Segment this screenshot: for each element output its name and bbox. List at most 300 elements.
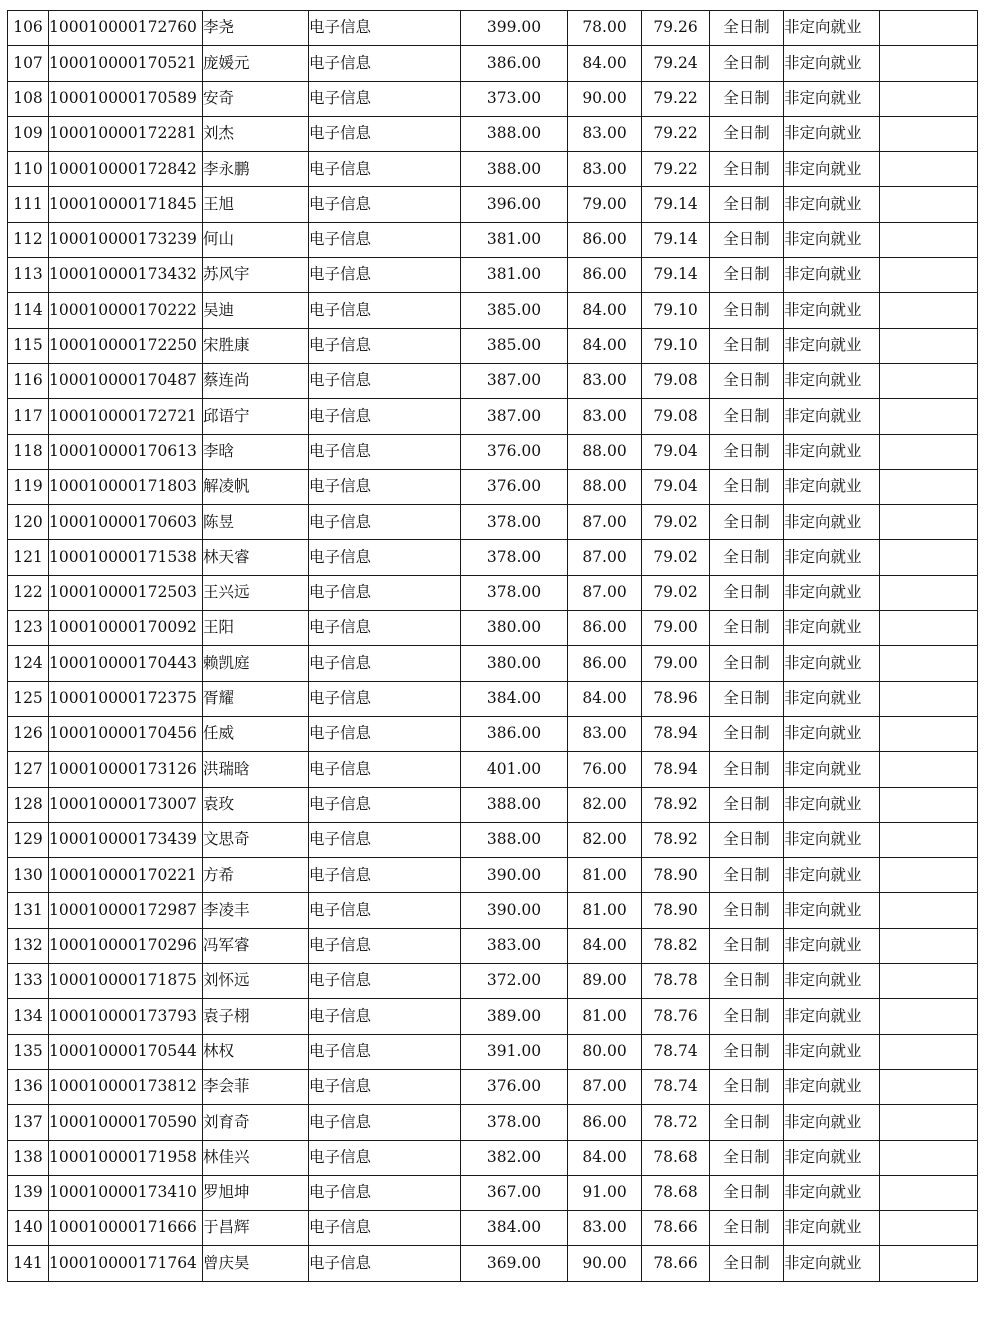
row-number-cell: 106 bbox=[8, 11, 49, 46]
enrollment-type-cell: 非定向就业 bbox=[784, 893, 880, 928]
remark-cell bbox=[880, 469, 978, 504]
total-score-cell: 79.04 bbox=[642, 434, 710, 469]
candidate-name-cell: 解凌帆 bbox=[203, 469, 309, 504]
major-cell: 电子信息 bbox=[309, 716, 461, 751]
major-cell: 电子信息 bbox=[309, 752, 461, 787]
study-mode-cell: 全日制 bbox=[710, 363, 784, 398]
study-mode-cell: 全日制 bbox=[710, 964, 784, 999]
candidate-id-cell: 100010000170222 bbox=[49, 293, 203, 328]
candidate-name-cell: 庞媛元 bbox=[203, 46, 309, 81]
study-mode-cell: 全日制 bbox=[710, 646, 784, 681]
remark-cell bbox=[880, 328, 978, 363]
major-cell: 电子信息 bbox=[309, 222, 461, 257]
candidate-name-cell: 李尧 bbox=[203, 11, 309, 46]
initial-exam-score-cell: 385.00 bbox=[461, 328, 568, 363]
interview-score-cell: 91.00 bbox=[568, 1175, 642, 1210]
study-mode-cell: 全日制 bbox=[710, 928, 784, 963]
major-cell: 电子信息 bbox=[309, 258, 461, 293]
interview-score-cell: 80.00 bbox=[568, 1034, 642, 1069]
enrollment-type-cell: 非定向就业 bbox=[784, 1175, 880, 1210]
table-row bbox=[8, 646, 978, 681]
row-number-cell: 122 bbox=[8, 575, 49, 610]
candidate-name-cell: 任威 bbox=[203, 716, 309, 751]
interview-score-cell: 76.00 bbox=[568, 752, 642, 787]
table-row bbox=[8, 540, 978, 575]
study-mode-cell: 全日制 bbox=[710, 11, 784, 46]
remark-cell bbox=[880, 1140, 978, 1175]
enrollment-type-cell: 非定向就业 bbox=[784, 681, 880, 716]
interview-score-cell: 88.00 bbox=[568, 434, 642, 469]
remark-cell bbox=[880, 822, 978, 857]
row-number-cell: 137 bbox=[8, 1105, 49, 1140]
major-cell: 电子信息 bbox=[309, 611, 461, 646]
candidate-id-cell: 100010000173432 bbox=[49, 258, 203, 293]
row-number-cell: 110 bbox=[8, 152, 49, 187]
interview-score-cell: 82.00 bbox=[568, 787, 642, 822]
candidate-id-cell: 100010000173812 bbox=[49, 1069, 203, 1104]
major-cell: 电子信息 bbox=[309, 399, 461, 434]
remark-cell bbox=[880, 434, 978, 469]
interview-score-cell: 84.00 bbox=[568, 46, 642, 81]
total-score-cell: 79.08 bbox=[642, 363, 710, 398]
candidate-id-cell: 100010000171845 bbox=[49, 187, 203, 222]
interview-score-cell: 90.00 bbox=[568, 81, 642, 116]
table-row bbox=[8, 81, 978, 116]
interview-score-cell: 83.00 bbox=[568, 152, 642, 187]
initial-exam-score-cell: 380.00 bbox=[461, 611, 568, 646]
candidate-id-cell: 100010000170589 bbox=[49, 81, 203, 116]
total-score-cell: 79.02 bbox=[642, 575, 710, 610]
table-row bbox=[8, 611, 978, 646]
candidate-name-cell: 林佳兴 bbox=[203, 1140, 309, 1175]
total-score-cell: 79.08 bbox=[642, 399, 710, 434]
remark-cell bbox=[880, 540, 978, 575]
table-row bbox=[8, 258, 978, 293]
remark-cell bbox=[880, 858, 978, 893]
row-number-cell: 136 bbox=[8, 1069, 49, 1104]
study-mode-cell: 全日制 bbox=[710, 540, 784, 575]
major-cell: 电子信息 bbox=[309, 293, 461, 328]
enrollment-type-cell: 非定向就业 bbox=[784, 11, 880, 46]
remark-cell bbox=[880, 1105, 978, 1140]
candidate-name-cell: 何山 bbox=[203, 222, 309, 257]
interview-score-cell: 84.00 bbox=[568, 1140, 642, 1175]
interview-score-cell: 86.00 bbox=[568, 611, 642, 646]
candidate-id-cell: 100010000172760 bbox=[49, 11, 203, 46]
total-score-cell: 78.72 bbox=[642, 1105, 710, 1140]
remark-cell bbox=[880, 1034, 978, 1069]
initial-exam-score-cell: 390.00 bbox=[461, 858, 568, 893]
total-score-cell: 79.10 bbox=[642, 293, 710, 328]
major-cell: 电子信息 bbox=[309, 787, 461, 822]
candidate-name-cell: 王旭 bbox=[203, 187, 309, 222]
interview-score-cell: 83.00 bbox=[568, 1211, 642, 1246]
table-row bbox=[8, 434, 978, 469]
enrollment-type-cell: 非定向就业 bbox=[784, 928, 880, 963]
major-cell: 电子信息 bbox=[309, 999, 461, 1034]
table-row bbox=[8, 328, 978, 363]
enrollment-type-cell: 非定向就业 bbox=[784, 1246, 880, 1281]
row-number-cell: 128 bbox=[8, 787, 49, 822]
row-number-cell: 113 bbox=[8, 258, 49, 293]
candidate-name-cell: 曾庆昊 bbox=[203, 1246, 309, 1281]
study-mode-cell: 全日制 bbox=[710, 611, 784, 646]
table-row bbox=[8, 116, 978, 151]
remark-cell bbox=[880, 116, 978, 151]
total-score-cell: 78.92 bbox=[642, 822, 710, 857]
study-mode-cell: 全日制 bbox=[710, 1175, 784, 1210]
table-row bbox=[8, 1175, 978, 1210]
total-score-cell: 79.02 bbox=[642, 505, 710, 540]
table-row bbox=[8, 893, 978, 928]
enrollment-type-cell: 非定向就业 bbox=[784, 575, 880, 610]
candidate-id-cell: 100010000170221 bbox=[49, 858, 203, 893]
initial-exam-score-cell: 388.00 bbox=[461, 152, 568, 187]
total-score-cell: 79.22 bbox=[642, 116, 710, 151]
table-row bbox=[8, 1034, 978, 1069]
table-row bbox=[8, 363, 978, 398]
candidate-name-cell: 胥耀 bbox=[203, 681, 309, 716]
remark-cell bbox=[880, 1211, 978, 1246]
initial-exam-score-cell: 381.00 bbox=[461, 258, 568, 293]
total-score-cell: 78.68 bbox=[642, 1175, 710, 1210]
interview-score-cell: 87.00 bbox=[568, 575, 642, 610]
remark-cell bbox=[880, 964, 978, 999]
initial-exam-score-cell: 369.00 bbox=[461, 1246, 568, 1281]
initial-exam-score-cell: 391.00 bbox=[461, 1034, 568, 1069]
candidate-id-cell: 100010000170487 bbox=[49, 363, 203, 398]
row-number-cell: 139 bbox=[8, 1175, 49, 1210]
table-body bbox=[8, 11, 978, 1282]
table-row bbox=[8, 999, 978, 1034]
initial-exam-score-cell: 376.00 bbox=[461, 434, 568, 469]
study-mode-cell: 全日制 bbox=[710, 81, 784, 116]
total-score-cell: 79.00 bbox=[642, 646, 710, 681]
initial-exam-score-cell: 396.00 bbox=[461, 187, 568, 222]
table-row bbox=[8, 858, 978, 893]
interview-score-cell: 81.00 bbox=[568, 893, 642, 928]
candidate-id-cell: 100010000170521 bbox=[49, 46, 203, 81]
total-score-cell: 78.74 bbox=[642, 1034, 710, 1069]
major-cell: 电子信息 bbox=[309, 11, 461, 46]
study-mode-cell: 全日制 bbox=[710, 505, 784, 540]
enrollment-type-cell: 非定向就业 bbox=[784, 1140, 880, 1175]
enrollment-type-cell: 非定向就业 bbox=[784, 116, 880, 151]
table-row bbox=[8, 1211, 978, 1246]
interview-score-cell: 88.00 bbox=[568, 469, 642, 504]
study-mode-cell: 全日制 bbox=[710, 293, 784, 328]
total-score-cell: 79.04 bbox=[642, 469, 710, 504]
enrollment-type-cell: 非定向就业 bbox=[784, 822, 880, 857]
major-cell: 电子信息 bbox=[309, 152, 461, 187]
study-mode-cell: 全日制 bbox=[710, 1105, 784, 1140]
candidate-name-cell: 袁子栩 bbox=[203, 999, 309, 1034]
major-cell: 电子信息 bbox=[309, 540, 461, 575]
candidate-id-cell: 100010000172281 bbox=[49, 116, 203, 151]
initial-exam-score-cell: 380.00 bbox=[461, 646, 568, 681]
total-score-cell: 78.76 bbox=[642, 999, 710, 1034]
candidate-name-cell: 陈昱 bbox=[203, 505, 309, 540]
enrollment-type-cell: 非定向就业 bbox=[784, 187, 880, 222]
candidate-name-cell: 李永鹏 bbox=[203, 152, 309, 187]
table-row bbox=[8, 293, 978, 328]
remark-cell bbox=[880, 893, 978, 928]
row-number-cell: 121 bbox=[8, 540, 49, 575]
remark-cell bbox=[880, 399, 978, 434]
interview-score-cell: 89.00 bbox=[568, 964, 642, 999]
candidate-id-cell: 100010000173126 bbox=[49, 752, 203, 787]
candidate-name-cell: 李会菲 bbox=[203, 1069, 309, 1104]
remark-cell bbox=[880, 363, 978, 398]
remark-cell bbox=[880, 716, 978, 751]
candidate-name-cell: 洪瑞晗 bbox=[203, 752, 309, 787]
row-number-cell: 109 bbox=[8, 116, 49, 151]
candidate-name-cell: 李凌丰 bbox=[203, 893, 309, 928]
candidate-id-cell: 100010000173410 bbox=[49, 1175, 203, 1210]
table-row bbox=[8, 928, 978, 963]
enrollment-type-cell: 非定向就业 bbox=[784, 646, 880, 681]
major-cell: 电子信息 bbox=[309, 469, 461, 504]
major-cell: 电子信息 bbox=[309, 822, 461, 857]
candidate-id-cell: 100010000170092 bbox=[49, 611, 203, 646]
enrollment-type-cell: 非定向就业 bbox=[784, 81, 880, 116]
initial-exam-score-cell: 376.00 bbox=[461, 469, 568, 504]
enrollment-type-cell: 非定向就业 bbox=[784, 752, 880, 787]
row-number-cell: 140 bbox=[8, 1211, 49, 1246]
candidate-id-cell: 100010000170603 bbox=[49, 505, 203, 540]
candidate-name-cell: 刘怀远 bbox=[203, 964, 309, 999]
row-number-cell: 134 bbox=[8, 999, 49, 1034]
major-cell: 电子信息 bbox=[309, 505, 461, 540]
initial-exam-score-cell: 386.00 bbox=[461, 716, 568, 751]
row-number-cell: 115 bbox=[8, 328, 49, 363]
major-cell: 电子信息 bbox=[309, 858, 461, 893]
total-score-cell: 79.22 bbox=[642, 81, 710, 116]
candidate-id-cell: 100010000172250 bbox=[49, 328, 203, 363]
study-mode-cell: 全日制 bbox=[710, 328, 784, 363]
candidate-id-cell: 100010000171958 bbox=[49, 1140, 203, 1175]
candidate-id-cell: 100010000173007 bbox=[49, 787, 203, 822]
candidate-id-cell: 100010000172987 bbox=[49, 893, 203, 928]
table-row bbox=[8, 752, 978, 787]
initial-exam-score-cell: 381.00 bbox=[461, 222, 568, 257]
candidate-id-cell: 100010000171803 bbox=[49, 469, 203, 504]
candidate-name-cell: 吴迪 bbox=[203, 293, 309, 328]
remark-cell bbox=[880, 258, 978, 293]
total-score-cell: 79.14 bbox=[642, 187, 710, 222]
remark-cell bbox=[880, 11, 978, 46]
table-row bbox=[8, 187, 978, 222]
major-cell: 电子信息 bbox=[309, 116, 461, 151]
remark-cell bbox=[880, 222, 978, 257]
major-cell: 电子信息 bbox=[309, 893, 461, 928]
initial-exam-score-cell: 378.00 bbox=[461, 575, 568, 610]
total-score-cell: 79.00 bbox=[642, 611, 710, 646]
initial-exam-score-cell: 378.00 bbox=[461, 540, 568, 575]
table-row bbox=[8, 787, 978, 822]
candidate-name-cell: 袁玫 bbox=[203, 787, 309, 822]
initial-exam-score-cell: 386.00 bbox=[461, 46, 568, 81]
major-cell: 电子信息 bbox=[309, 46, 461, 81]
major-cell: 电子信息 bbox=[309, 1105, 461, 1140]
enrollment-type-cell: 非定向就业 bbox=[784, 46, 880, 81]
enrollment-type-cell: 非定向就业 bbox=[784, 258, 880, 293]
major-cell: 电子信息 bbox=[309, 1140, 461, 1175]
initial-exam-score-cell: 373.00 bbox=[461, 81, 568, 116]
table-row bbox=[8, 964, 978, 999]
interview-score-cell: 86.00 bbox=[568, 1105, 642, 1140]
total-score-cell: 79.22 bbox=[642, 152, 710, 187]
interview-score-cell: 83.00 bbox=[568, 716, 642, 751]
table-row bbox=[8, 822, 978, 857]
total-score-cell: 78.78 bbox=[642, 964, 710, 999]
initial-exam-score-cell: 385.00 bbox=[461, 293, 568, 328]
remark-cell bbox=[880, 575, 978, 610]
interview-score-cell: 87.00 bbox=[568, 505, 642, 540]
enrollment-type-cell: 非定向就业 bbox=[784, 1069, 880, 1104]
candidate-id-cell: 100010000170296 bbox=[49, 928, 203, 963]
enrollment-type-cell: 非定向就业 bbox=[784, 1105, 880, 1140]
candidate-name-cell: 于昌辉 bbox=[203, 1211, 309, 1246]
candidate-name-cell: 罗旭坤 bbox=[203, 1175, 309, 1210]
initial-exam-score-cell: 376.00 bbox=[461, 1069, 568, 1104]
interview-score-cell: 81.00 bbox=[568, 999, 642, 1034]
candidate-name-cell: 冯军睿 bbox=[203, 928, 309, 963]
table-row bbox=[8, 46, 978, 81]
results-table bbox=[7, 10, 978, 1282]
candidate-id-cell: 100010000170443 bbox=[49, 646, 203, 681]
interview-score-cell: 86.00 bbox=[568, 646, 642, 681]
major-cell: 电子信息 bbox=[309, 1175, 461, 1210]
initial-exam-score-cell: 378.00 bbox=[461, 505, 568, 540]
major-cell: 电子信息 bbox=[309, 81, 461, 116]
total-score-cell: 78.74 bbox=[642, 1069, 710, 1104]
study-mode-cell: 全日制 bbox=[710, 258, 784, 293]
table-row bbox=[8, 681, 978, 716]
initial-exam-score-cell: 387.00 bbox=[461, 399, 568, 434]
interview-score-cell: 78.00 bbox=[568, 11, 642, 46]
remark-cell bbox=[880, 787, 978, 822]
remark-cell bbox=[880, 681, 978, 716]
study-mode-cell: 全日制 bbox=[710, 469, 784, 504]
initial-exam-score-cell: 384.00 bbox=[461, 681, 568, 716]
remark-cell bbox=[880, 646, 978, 681]
interview-score-cell: 86.00 bbox=[568, 222, 642, 257]
table-row bbox=[8, 505, 978, 540]
major-cell: 电子信息 bbox=[309, 575, 461, 610]
candidate-name-cell: 林天睿 bbox=[203, 540, 309, 575]
table-row bbox=[8, 1246, 978, 1281]
study-mode-cell: 全日制 bbox=[710, 434, 784, 469]
major-cell: 电子信息 bbox=[309, 928, 461, 963]
total-score-cell: 79.02 bbox=[642, 540, 710, 575]
candidate-id-cell: 100010000171764 bbox=[49, 1246, 203, 1281]
initial-exam-score-cell: 388.00 bbox=[461, 787, 568, 822]
total-score-cell: 78.94 bbox=[642, 752, 710, 787]
remark-cell bbox=[880, 999, 978, 1034]
table-row bbox=[8, 222, 978, 257]
total-score-cell: 78.90 bbox=[642, 893, 710, 928]
candidate-name-cell: 王兴远 bbox=[203, 575, 309, 610]
results-sheet bbox=[7, 10, 978, 1282]
row-number-cell: 141 bbox=[8, 1246, 49, 1281]
row-number-cell: 127 bbox=[8, 752, 49, 787]
initial-exam-score-cell: 390.00 bbox=[461, 893, 568, 928]
initial-exam-score-cell: 367.00 bbox=[461, 1175, 568, 1210]
candidate-id-cell: 100010000170544 bbox=[49, 1034, 203, 1069]
major-cell: 电子信息 bbox=[309, 434, 461, 469]
row-number-cell: 116 bbox=[8, 363, 49, 398]
remark-cell bbox=[880, 293, 978, 328]
interview-score-cell: 79.00 bbox=[568, 187, 642, 222]
candidate-id-cell: 100010000173239 bbox=[49, 222, 203, 257]
study-mode-cell: 全日制 bbox=[710, 116, 784, 151]
row-number-cell: 125 bbox=[8, 681, 49, 716]
candidate-name-cell: 邱语宁 bbox=[203, 399, 309, 434]
interview-score-cell: 86.00 bbox=[568, 258, 642, 293]
remark-cell bbox=[880, 928, 978, 963]
candidate-name-cell: 安奇 bbox=[203, 81, 309, 116]
row-number-cell: 131 bbox=[8, 893, 49, 928]
study-mode-cell: 全日制 bbox=[710, 858, 784, 893]
candidate-name-cell: 林权 bbox=[203, 1034, 309, 1069]
interview-score-cell: 84.00 bbox=[568, 293, 642, 328]
candidate-id-cell: 100010000171538 bbox=[49, 540, 203, 575]
study-mode-cell: 全日制 bbox=[710, 716, 784, 751]
enrollment-type-cell: 非定向就业 bbox=[784, 540, 880, 575]
interview-score-cell: 84.00 bbox=[568, 328, 642, 363]
initial-exam-score-cell: 388.00 bbox=[461, 116, 568, 151]
candidate-id-cell: 100010000172503 bbox=[49, 575, 203, 610]
candidate-id-cell: 100010000172375 bbox=[49, 681, 203, 716]
study-mode-cell: 全日制 bbox=[710, 222, 784, 257]
candidate-name-cell: 蔡连尚 bbox=[203, 363, 309, 398]
interview-score-cell: 83.00 bbox=[568, 116, 642, 151]
major-cell: 电子信息 bbox=[309, 328, 461, 363]
candidate-id-cell: 100010000173439 bbox=[49, 822, 203, 857]
major-cell: 电子信息 bbox=[309, 363, 461, 398]
enrollment-type-cell: 非定向就业 bbox=[784, 1211, 880, 1246]
interview-score-cell: 84.00 bbox=[568, 681, 642, 716]
enrollment-type-cell: 非定向就业 bbox=[784, 716, 880, 751]
candidate-id-cell: 100010000170590 bbox=[49, 1105, 203, 1140]
study-mode-cell: 全日制 bbox=[710, 787, 784, 822]
initial-exam-score-cell: 388.00 bbox=[461, 822, 568, 857]
row-number-cell: 129 bbox=[8, 822, 49, 857]
row-number-cell: 112 bbox=[8, 222, 49, 257]
remark-cell bbox=[880, 1175, 978, 1210]
interview-score-cell: 83.00 bbox=[568, 363, 642, 398]
table-row bbox=[8, 399, 978, 434]
initial-exam-score-cell: 383.00 bbox=[461, 928, 568, 963]
table-row bbox=[8, 1140, 978, 1175]
total-score-cell: 78.96 bbox=[642, 681, 710, 716]
candidate-id-cell: 100010000171875 bbox=[49, 964, 203, 999]
study-mode-cell: 全日制 bbox=[710, 152, 784, 187]
candidate-name-cell: 刘杰 bbox=[203, 116, 309, 151]
study-mode-cell: 全日制 bbox=[710, 822, 784, 857]
initial-exam-score-cell: 378.00 bbox=[461, 1105, 568, 1140]
row-number-cell: 132 bbox=[8, 928, 49, 963]
study-mode-cell: 全日制 bbox=[710, 575, 784, 610]
candidate-name-cell: 方希 bbox=[203, 858, 309, 893]
enrollment-type-cell: 非定向就业 bbox=[784, 469, 880, 504]
row-number-cell: 118 bbox=[8, 434, 49, 469]
study-mode-cell: 全日制 bbox=[710, 399, 784, 434]
row-number-cell: 107 bbox=[8, 46, 49, 81]
initial-exam-score-cell: 399.00 bbox=[461, 11, 568, 46]
enrollment-type-cell: 非定向就业 bbox=[784, 399, 880, 434]
